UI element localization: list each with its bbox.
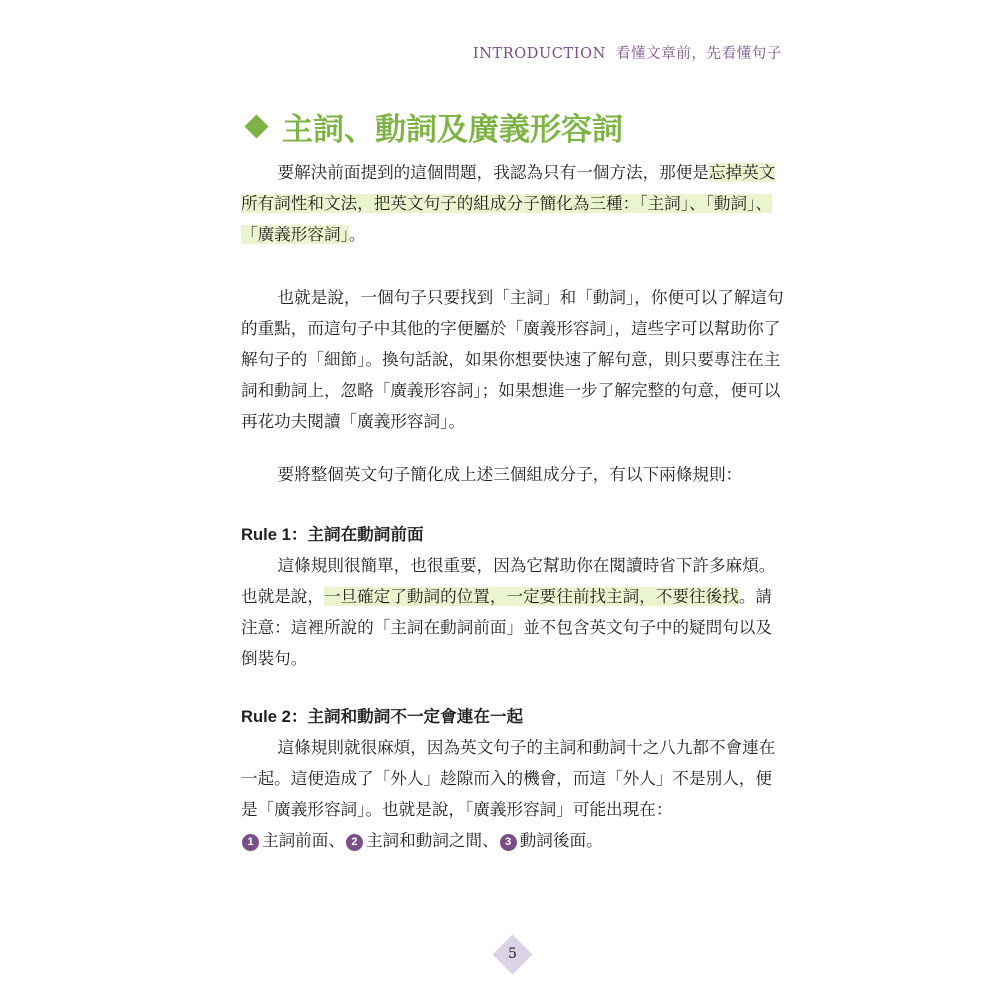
running-header <box>473 42 782 63</box>
rule-1-label: Rule 1 <box>241 525 291 544</box>
para3-text: 要將整個英文句子簡化成上述三個組成分子，有以下兩條規則： <box>277 465 743 484</box>
rule-1-title: ：主詞在動詞前面 <box>290 525 424 544</box>
para1-text-end: 。 <box>348 225 366 244</box>
page-number-marker <box>496 938 529 971</box>
section-title-text: 主詞、動詞及廣義形容詞 <box>282 112 623 148</box>
section-title <box>243 104 623 149</box>
header-section-zh: 看懂文章前，先看懂句子 <box>615 46 782 62</box>
header-section-en: INTRODUCTION <box>472 46 606 62</box>
rule-1-text-end: 。請注意：這裡所說的「主詞在動詞前面」並不包含英文句子中的疑問句以及倒裝句。 <box>241 587 772 668</box>
para1-highlight: 忘掉英文所有詞性和文法，把英文句子的組成分子簡化為三種：「主詞」、「動詞」、「廣義形容詞」 <box>241 163 776 244</box>
number-2-badge: 2 <box>346 834 363 851</box>
para1-text-start: 要解決前面提到的這個問題，我認為只有一個方法，那便是 <box>277 163 709 182</box>
paragraph-explanation <box>241 282 786 437</box>
rule-1-heading <box>241 519 786 550</box>
rule-2-heading <box>241 701 786 732</box>
para2-text: 也就是說，一個句子只要找到「主詞」和「動詞」，你便可以了解這句的重點，而這句子中其他的字便屬於「廣義形容詞」，這些字可以幫助你了解句子的「細節」。換句話說，如果你想要快速了解句意，則只要專注在主詞和動詞上，忽略「廣義形容詞」；如果想進一步了解完整的句意，便可以再花功夫閱讀「廣義形容詞」。 <box>241 288 784 431</box>
position-1-text: 主詞前面、 <box>262 831 345 850</box>
rule-2-title: ：主詞和動詞不一定會連在一起 <box>290 707 524 726</box>
diamond-bullet-icon <box>244 114 268 138</box>
number-3-badge: 3 <box>500 834 517 851</box>
number-1-badge: 1 <box>242 834 259 851</box>
rule-1-text-start: 這條規則很簡單，也很重要，因為它幫助你在閱讀時省下許多麻煩。也就是說， <box>241 556 776 606</box>
position-2-text: 主詞和動詞之間、 <box>365 831 499 850</box>
paragraph-rules-intro <box>241 459 786 490</box>
position-3-text: 動詞後面。 <box>519 831 603 850</box>
rule-2-label: Rule 2 <box>241 707 291 726</box>
page-number: 5 <box>508 946 517 962</box>
rule-2-text: 這條規則就很麻煩，因為英文句子的主詞和動詞十之八九都不會連在一起。這便造成了「外人」趁隙而入的機會，而這「外人」不是別人，便是「廣義形容詞」。也就是說，「廣義形容詞」可能出現在： <box>241 738 776 819</box>
rule-1-highlight: 一旦確定了動詞的位置，一定要往前找主詞，不要往後找 <box>323 587 739 606</box>
rule-2-block <box>241 701 786 856</box>
rule-1-block <box>241 519 786 674</box>
paragraph-intro <box>241 157 786 250</box>
